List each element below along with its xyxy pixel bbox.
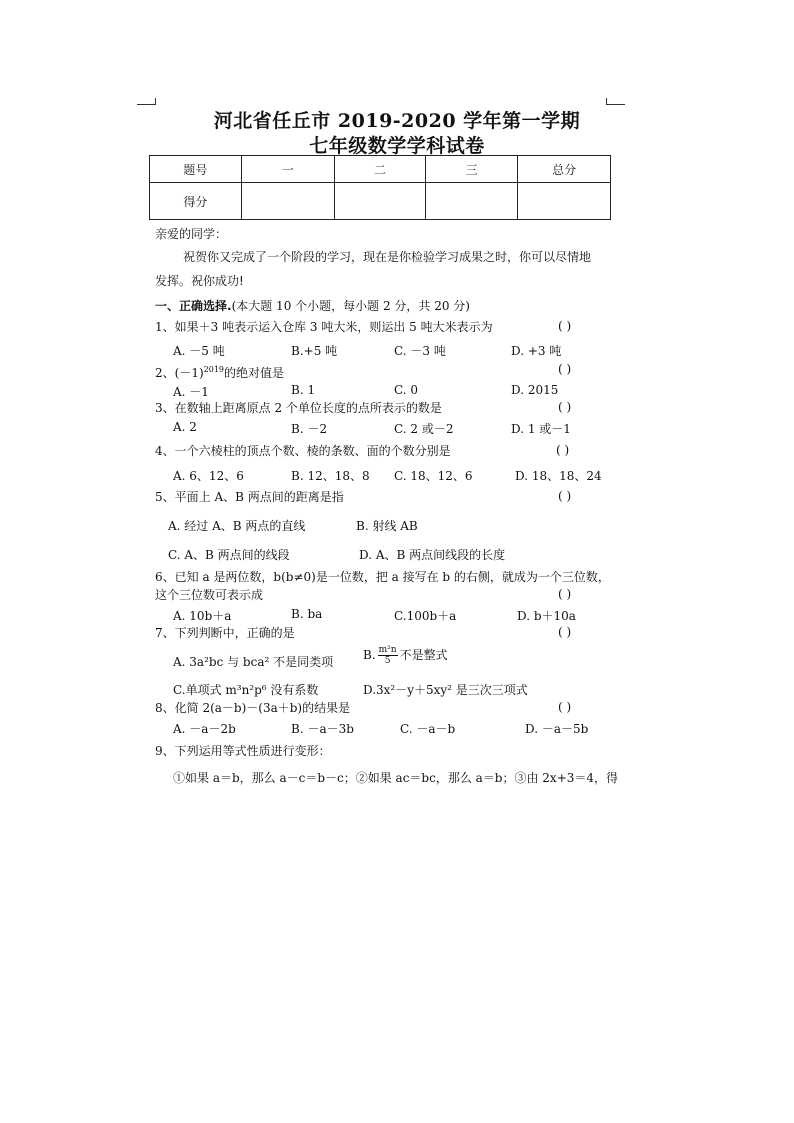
exam-title: 河北省任丘市 2019-2020 学年第一学期 xyxy=(213,110,581,132)
question-1-stem: 1、如果＋3 吨表示运入仓库 3 吨大米，则运出 5 吨大米表示为 xyxy=(155,320,493,334)
answer-blank[interactable]: ( ) xyxy=(558,587,572,601)
question-8-option-c: C. －a－b xyxy=(400,722,456,736)
score-cell[interactable] xyxy=(426,183,518,220)
question-1-option-d: D. +3 吨 xyxy=(511,344,562,358)
question-6-option-a: A. 10b＋a xyxy=(173,609,232,623)
score-cell[interactable] xyxy=(241,183,334,220)
table-header-cell: 总分 xyxy=(518,156,611,183)
fraction xyxy=(378,645,398,666)
answer-blank[interactable]: ( ) xyxy=(558,319,572,333)
score-cell[interactable] xyxy=(334,183,426,220)
answer-blank[interactable]: ( ) xyxy=(558,489,572,503)
question-2-option-d: D. 2015 xyxy=(511,383,559,397)
section-heading xyxy=(155,298,470,314)
question-8-stem: 8、化简 2(a－b)－(3a＋b)的结果是 xyxy=(155,701,351,715)
question-3-option-c: C. 2 或－2 xyxy=(394,422,454,436)
question-8-option-d: D. －a－5b xyxy=(525,722,589,736)
answer-blank[interactable]: ( ) xyxy=(556,443,570,457)
answer-blank[interactable]: ( ) xyxy=(558,700,572,714)
greeting: 亲爱的同学： xyxy=(155,227,228,241)
exam-subtitle: 七年级数学学科试卷 xyxy=(309,135,485,157)
question-4-option-d: D. 18、18、24 xyxy=(515,469,602,483)
fraction-numerator: m²n xyxy=(378,645,397,655)
answer-blank[interactable]: ( ) xyxy=(558,625,572,639)
table-header-cell: 一 xyxy=(241,156,334,183)
question-8-option-b: B. －a－3b xyxy=(291,722,354,736)
question-1-option-a: A. －5 吨 xyxy=(173,344,225,358)
question-2-option-a: A. －1 xyxy=(173,385,209,399)
section-title: 一、正确选择. xyxy=(155,299,232,313)
intro-line-1: 祝贺你又完成了一个阶段的学习，现在是你检验学习成果之时，你可以尽情地 xyxy=(183,250,592,264)
question-6-stem-line-2: 这个三位数可表示成 xyxy=(155,588,264,602)
question-8-option-a: A. －a－2b xyxy=(173,722,236,736)
question-3-option-a: A. 2 xyxy=(173,420,197,434)
table-header-cell: 题号 xyxy=(150,156,242,183)
question-2-option-c: C. 0 xyxy=(394,383,419,397)
question-4-option-a: A. 6、12、6 xyxy=(173,469,244,483)
question-2-exponent: 2019 xyxy=(203,365,224,374)
question-3-stem: 3、在数轴上距离原点 2 个单位长度的点所表示的数是 xyxy=(155,401,442,415)
score-cell[interactable] xyxy=(518,183,611,220)
option-b-label: B. xyxy=(363,648,376,662)
question-4-stem: 4、一个六棱柱的顶点个数、棱的条数、面的个数分别是 xyxy=(155,444,451,458)
question-2-stem xyxy=(155,362,284,381)
question-5-option-b: B. 射线 AB xyxy=(356,519,418,533)
score-table xyxy=(149,155,611,220)
fraction-denominator: 5 xyxy=(384,656,391,666)
question-5-option-a: A. 经过 A、B 两点的直线 xyxy=(168,519,306,533)
question-6-option-d: D. b＋10a xyxy=(517,609,576,623)
question-7-stem: 7、下列判断中，正确的是 xyxy=(155,626,295,640)
question-2-stem-part: 的绝对值是 xyxy=(224,366,285,380)
crop-mark-top-right xyxy=(606,98,625,105)
table-header-cell: 二 xyxy=(334,156,426,183)
question-6-stem: 6、已知 a 是两位数，b(b≠0)是一位数，把 a 接写在 b 的右侧，就成为一个三位数， xyxy=(155,570,610,584)
question-7-option-b xyxy=(363,645,448,666)
question-3-option-b: B. －2 xyxy=(291,422,328,436)
option-b-text: 不是整式 xyxy=(399,648,448,662)
question-5-stem: 5、平面上 A、B 两点间的距离是指 xyxy=(155,490,344,504)
score-table-score-row xyxy=(150,183,611,220)
table-row-label: 得分 xyxy=(150,183,242,220)
table-header-cell: 三 xyxy=(426,156,518,183)
question-6-option-b: B. ba xyxy=(291,607,323,621)
question-7-option-c: C.单项式 m³n²p⁶ 没有系数 xyxy=(173,683,319,697)
question-9-stem: 9、下列运用等式性质进行变形： xyxy=(155,744,331,758)
question-9-stem-line-2: ①如果 a＝b，那么 a－c＝b－c；②如果 ac＝bc，那么 a＝b；③由 2x+3＝4，得 xyxy=(173,771,619,785)
question-1-option-b: B.+5 吨 xyxy=(291,344,338,358)
question-5-option-d: D. A、B 两点间线段的长度 xyxy=(359,548,506,562)
question-4-option-b: B. 12、18、8 xyxy=(291,469,370,483)
question-7-option-a: A. 3a²bc 与 bca² 不是同类项 xyxy=(173,655,334,669)
question-7-option-d: D.3x²－y＋5xy² 是三次三项式 xyxy=(363,683,528,697)
intro-line-2: 发挥。祝你成功! xyxy=(155,274,244,288)
question-6-option-c: C.100b＋a xyxy=(394,609,457,623)
crop-mark-top-left xyxy=(137,98,156,105)
question-1-option-c: C. －3 吨 xyxy=(394,344,446,358)
question-5-option-c: C. A、B 两点间的线段 xyxy=(168,548,290,562)
question-2-stem-part: 2、(－1) xyxy=(155,366,204,380)
question-2-option-b: B. 1 xyxy=(291,383,316,397)
question-4-option-c: C. 18、12、6 xyxy=(394,469,473,483)
answer-blank[interactable]: ( ) xyxy=(558,400,572,414)
score-table-header-row xyxy=(150,156,611,183)
answer-blank[interactable]: ( ) xyxy=(558,362,572,376)
section-rule: (本大题 10 个小题，每小题 2 分，共 20 分) xyxy=(231,299,470,313)
question-3-option-d: D. 1 或－1 xyxy=(511,422,571,436)
